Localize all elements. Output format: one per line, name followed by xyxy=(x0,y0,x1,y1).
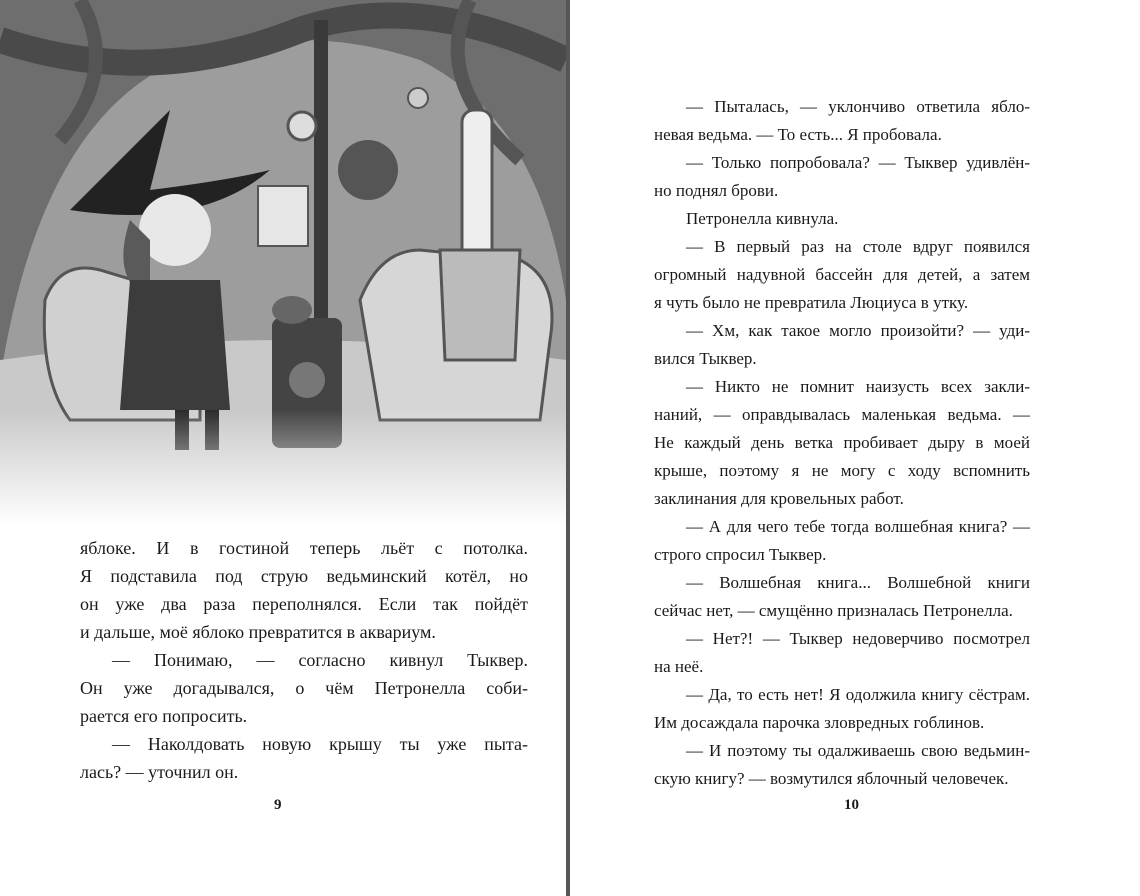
text-line: но поднял брови. xyxy=(654,181,779,200)
text-line: — Наколдовать новую крышу ты уже пыта- xyxy=(112,734,528,754)
right-page-text xyxy=(654,93,1030,793)
text-line: — Понимаю, — согласно кивнул Тыквер. xyxy=(112,650,528,670)
paragraph xyxy=(654,625,1030,681)
text-line: — А для чего тебе тогда волшебная книга? — xyxy=(686,517,1030,536)
text-line: сейчас нет, — смущённо призналась Петронелла. xyxy=(654,601,1013,620)
text-line: вился Тыквер. xyxy=(654,349,757,368)
text-line: — Только попробовала? — Тыквер удивлён- xyxy=(686,153,1030,172)
text-line: — В первый раз на столе вдруг появился xyxy=(686,237,1030,256)
text-line: — Нет?! — Тыквер недоверчиво посмотрел xyxy=(686,629,1030,648)
text-line: — Пыталась, — уклончиво ответила ябло- xyxy=(686,97,1030,116)
text-line: Я подставила под струю ведьминский котёл, но xyxy=(80,566,528,586)
text-line: рается его попросить. xyxy=(80,706,248,726)
text-line: Он уже догадывался, о чём Петронелла соби- xyxy=(80,678,528,698)
paragraph xyxy=(654,373,1030,513)
paragraph xyxy=(654,569,1030,625)
text-line: на неё. xyxy=(654,657,704,676)
text-line: — Волшебная книга... Волшебной книги xyxy=(686,573,1030,592)
text-line: лась? — уточнил он. xyxy=(80,762,239,782)
text-line: — И поэтому ты одалживаешь свою ведьмин- xyxy=(686,741,1030,760)
left-page-text xyxy=(80,534,528,786)
paragraph xyxy=(654,233,1030,317)
text-line: скую книгу? — возмутился яблочный человечек. xyxy=(654,769,1009,788)
page-number-left: 9 xyxy=(274,797,282,813)
page-number-right: 10 xyxy=(844,797,859,813)
paragraph xyxy=(654,317,1030,373)
text-line: — Никто не помнит наизусть всех закли- xyxy=(686,377,1030,396)
text-line: Им досаждала парочка зловредных гоблинов. xyxy=(654,713,985,732)
paragraph xyxy=(80,534,528,646)
text-line: огромный надувной бассейн для детей, а затем xyxy=(654,265,1030,284)
text-line: и дальше, моё яблоко превратится в аквариум. xyxy=(80,622,436,642)
text-line: он уже два раза переполнялся. Если так пойдёт xyxy=(80,594,528,614)
text-line: я чуть было не превратила Люциуса в утку. xyxy=(654,293,969,312)
paragraph xyxy=(80,646,528,730)
text-line: Петронелла кивнула. xyxy=(686,209,839,228)
text-line: Не каждый день ветка пробивает дыру в моей xyxy=(654,433,1030,452)
text-line: крыше, поэтому я не могу с ходу вспомнить xyxy=(654,461,1030,480)
text-line: заклинания для кровельных работ. xyxy=(654,489,904,508)
text-line: наний, — оправдывалась маленькая ведьма. — xyxy=(654,405,1030,424)
paragraph xyxy=(654,149,1030,205)
text-line: невая ведьма. — То есть... Я пробовала. xyxy=(654,125,942,144)
text-line: строго спросил Тыквер. xyxy=(654,545,827,564)
text-line: яблоке. И в гостиной теперь льёт с потолка. xyxy=(80,538,528,558)
paragraph xyxy=(654,737,1030,793)
paragraph xyxy=(654,93,1030,149)
paragraph xyxy=(654,205,1030,233)
text-line: — Хм, как такое могло произойти? — уди- xyxy=(686,321,1030,340)
paragraph xyxy=(80,730,528,786)
illustration-witch-in-apple-house xyxy=(0,0,566,525)
paragraph xyxy=(654,681,1030,737)
paragraph xyxy=(654,513,1030,569)
text-line: — Да, то есть нет! Я одолжила книгу сёстрам. xyxy=(686,685,1030,704)
left-page xyxy=(0,0,566,896)
